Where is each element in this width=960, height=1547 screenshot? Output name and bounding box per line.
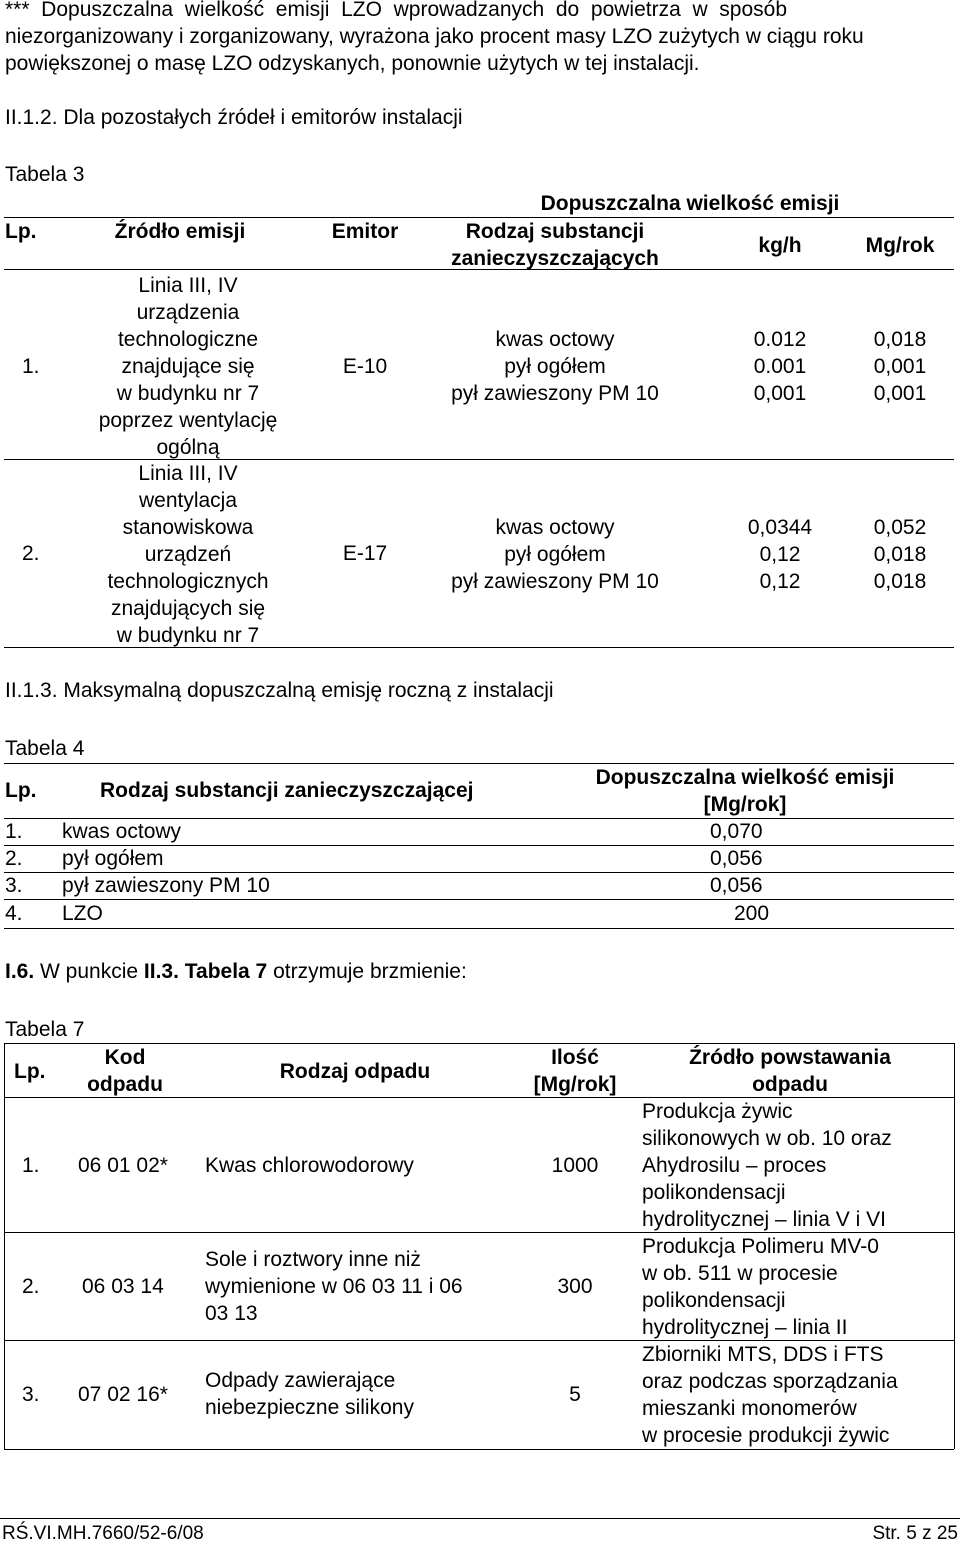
- table3-header-source: Źródło emisji: [114, 220, 246, 243]
- table3-header-lp: Lp.: [5, 220, 37, 243]
- table3-row-source: Linia III, IV urządzenia technologiczne znajdujące się w budynku nr 7 poprzez wentylację ogólną: [98, 274, 278, 459]
- point-i6-number: I.6.: [5, 960, 35, 983]
- table7-header-qty: Ilość [Mg/rok]: [533, 1046, 617, 1096]
- table7-row-qty: 5: [569, 1383, 581, 1406]
- table4-caption: Tabela 4: [5, 737, 85, 760]
- table7-row-lp: 1.: [22, 1154, 40, 1177]
- intro-line-2: niezorganizowany i zorganizowany, wyrażona jako procent masy LZO zużytych w ciągu roku: [5, 25, 864, 48]
- table7-row-lp: 3.: [22, 1383, 40, 1406]
- table4-row-value: 200: [734, 902, 770, 925]
- footer-rule: [0, 1518, 960, 1519]
- table7-row-code: 07 02 16*: [78, 1383, 168, 1406]
- table4-row-value: 0,070: [710, 820, 763, 843]
- table4-header-lp: Lp.: [5, 779, 37, 802]
- table7-header-code: Kod odpadu: [87, 1046, 163, 1096]
- table3-header-group: Dopuszczalna wielkość emisji: [540, 192, 840, 215]
- section-heading-2-1-2: II.1.2. Dla pozostałych źródeł i emitorów instalacji: [5, 106, 463, 129]
- table3-row-lp: 2.: [22, 542, 40, 565]
- table3-row-substances: kwas octowy pył ogółem pył zawieszony PM 10: [451, 516, 659, 593]
- table4-row-lp: 1.: [5, 820, 23, 843]
- table7-row-origin: Produkcja Polimeru MV-0 w ob. 511 w procesie polikondensacji hydrolitycznej – linia II: [642, 1235, 879, 1339]
- point-i6-ref: II.3. Tabela 7: [143, 960, 268, 983]
- table3-row-emitter: E-17: [342, 542, 388, 565]
- intro-line-1: *** Dopuszczalna wielkość emisji LZO wprowadzanych do powietrza w sposób: [5, 0, 788, 21]
- table3-row-mgrok: 0,018 0,001 0,001: [873, 328, 927, 405]
- intro-line-3: powiększonej o masę LZO odzyskanych, ponownie użytych w tej instalacji.: [5, 52, 700, 75]
- table7-row-lp: 2.: [22, 1275, 40, 1298]
- footer-reference: RŚ.VI.MH.7660/52-6/08: [2, 1523, 204, 1544]
- table7-row-code: 06 01 02*: [78, 1154, 168, 1177]
- table3-row-kgh: 0,0344 0,12 0,12: [747, 516, 813, 593]
- section-heading-2-1-3: II.1.3. Maksymalną dopuszczalną emisję roczną z instalacji: [5, 679, 554, 702]
- table4-row-substance: LZO: [62, 902, 103, 925]
- table3-header-substance: Rodzaj substancji zanieczyszczających: [451, 220, 659, 270]
- table7-header-origin: Źródło powstawania odpadu: [689, 1046, 891, 1096]
- table4-row-lp: 2.: [5, 847, 23, 870]
- table3-header-kgh: kg/h: [758, 234, 802, 257]
- table7-caption: Tabela 7: [5, 1018, 85, 1041]
- table4-row-value: 0,056: [710, 874, 763, 897]
- point-i6-text1: W punkcie: [34, 960, 144, 983]
- table3-caption: Tabela 3: [5, 163, 85, 186]
- table7-row-origin: Produkcja żywic silikonowych w ob. 10 oraz Ahydrosilu – proces polikondensacji hydrolitycznej – linia V i VI: [642, 1100, 892, 1231]
- table7-row-origin: Zbiorniki MTS, DDS i FTS oraz podczas sporządzania mieszanki monomerów w procesie produkcji żywic: [642, 1343, 898, 1447]
- table3-header-mgrok: Mg/rok: [865, 234, 935, 257]
- table7-header-lp: Lp.: [14, 1060, 46, 1083]
- table3-row-kgh: 0.012 0.001 0,001: [753, 328, 807, 405]
- table3-row-emitter: E-10: [342, 355, 388, 378]
- table7-row-qty: 1000: [551, 1154, 599, 1177]
- table3-row-mgrok: 0,052 0,018 0,018: [873, 516, 927, 593]
- table7-row-code: 06 03 14: [82, 1275, 164, 1298]
- footer-page-number: Str. 5 z 25: [872, 1523, 958, 1544]
- point-i6-text2: otrzymuje brzmienie:: [267, 960, 467, 983]
- intro-paragraph: [5, 0, 960, 77]
- table4-row-substance: kwas octowy: [62, 820, 182, 843]
- table4-row-substance: pył ogółem: [62, 847, 164, 870]
- table3-header-emitter: Emitor: [331, 220, 399, 243]
- point-i6: [5, 958, 467, 985]
- table3-row-lp: 1.: [22, 355, 40, 378]
- table4-row-lp: 4.: [5, 902, 23, 925]
- table4-row-lp: 3.: [5, 874, 23, 897]
- table7-row-type: Sole i roztwory inne niż wymienione w 06 03 11 i 06 03 13: [205, 1248, 463, 1325]
- table3-row-source: Linia III, IV wentylacja stanowiskowa urządzeń technologicznych znajdujących się w budynku nr 7: [107, 462, 269, 647]
- table4-row-value: 0,056: [710, 847, 763, 870]
- table4-row-substance: pył zawieszony PM 10: [62, 874, 270, 897]
- table3-row-substances: kwas octowy pył ogółem pył zawieszony PM 10: [451, 328, 659, 405]
- table7-row-qty: 300: [557, 1275, 593, 1298]
- table7-header-type: Rodzaj odpadu: [279, 1060, 431, 1083]
- table7-row-type: Odpady zawierające niebezpieczne silikony: [205, 1369, 414, 1419]
- table4-header-limit: Dopuszczalna wielkość emisji [Mg/rok]: [595, 766, 895, 816]
- table7-row-type: Kwas chlorowodorowy: [205, 1154, 414, 1177]
- table4-header-substance: Rodzaj substancji zanieczyszczającej: [100, 779, 474, 802]
